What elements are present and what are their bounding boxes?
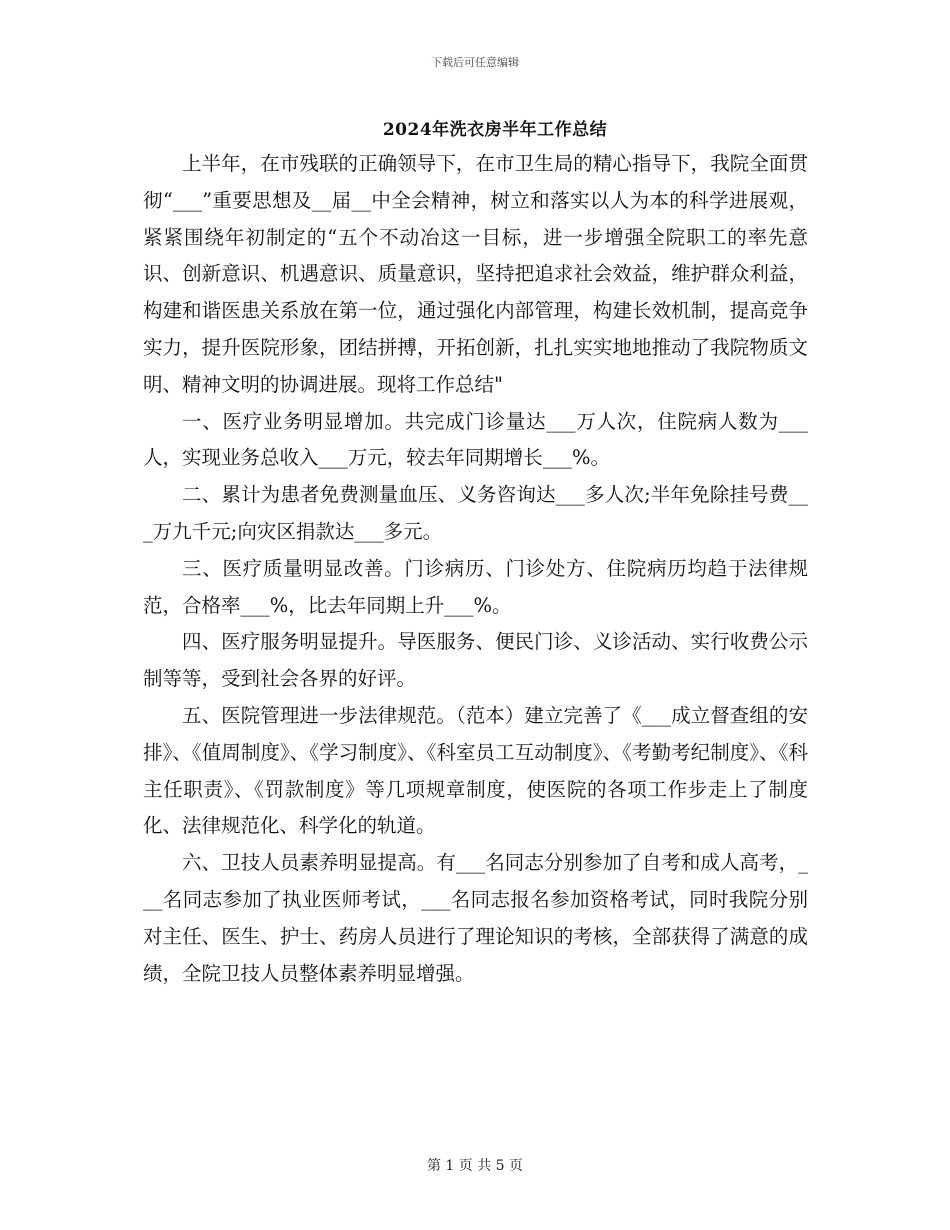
paragraph-item-3: 三、医疗质量明显改善。门诊病历、门诊处方、住院病历均趋于法律规范，合格率___%，比去年同期上升___%。 (143, 556, 808, 617)
page-number: 第 1 页 共 5 页 (426, 1158, 524, 1174)
paragraph-item-4: 四、医疗服务明显提升。导医服务、便民门诊、义诊活动、实行收费公示制等等，受到社会各界的好评。 (143, 630, 808, 691)
paragraph-item-1: 一、医疗业务明显增加。共完成门诊量达___万人次，住院病人数为___人，实现业务总收入___万元，较去年同期增长___%。 (143, 409, 808, 470)
paragraph-item-2: 二、累计为患者免费测量血压、义务咨询达___多人次;半年免除挂号费___万九千元;向灾区捐款达___多元。 (143, 483, 808, 543)
paragraph-intro: 上半年，在市残联的正确领导下，在市卫生局的精心指导下，我院全面贯彻“___”重要思想及__届__中全会精神，树立和落实以人为本的科学进展观，紧紧围绕年初制定的“五个不动冶这一目标，进一步增强全院职工的率先意识、创新意识、机遇意识、质量意识，坚持把追求社会效益，维护群众利益，构建和谐医患关系放在第一位，通过强化内部管理，构建长效机制，提高竞争实力，提升医院形象，团结拼搏，开拓创新，扎扎实实地地推动了我院物质文明、精神文明的协调进展。现将工作总结" (143, 152, 808, 396)
header-note: 下载后可任意编辑 (431, 56, 519, 69)
document-title: 2024年洗衣房半年工作总结 (382, 120, 608, 140)
paragraph-item-6: 六、卫技人员素养明显提高。有___名同志分别参加了自考和成人高考，___名同志参加了执业医师考试，___名同志报名参加资格考试，同时我院分别对主任、医生、护士、药房人员进行了理论知识的考核，全部获得了满意的成绩，全院卫技人员整体素养明显增强。 (143, 851, 808, 985)
document-body (143, 146, 808, 992)
paragraph-item-5: 五、医院管理进一步法律规范。（范本）建立完善了《___成立督查组的安排》、《值周制度》、《学习制度》、《科室员工互动制度》、《考勤考纪制度》、《科主任职责》、《罚款制度》等几项规章制度，使医院的各项工作步走上了制度化、法律规范化、科学化的轨道。 (143, 703, 808, 838)
